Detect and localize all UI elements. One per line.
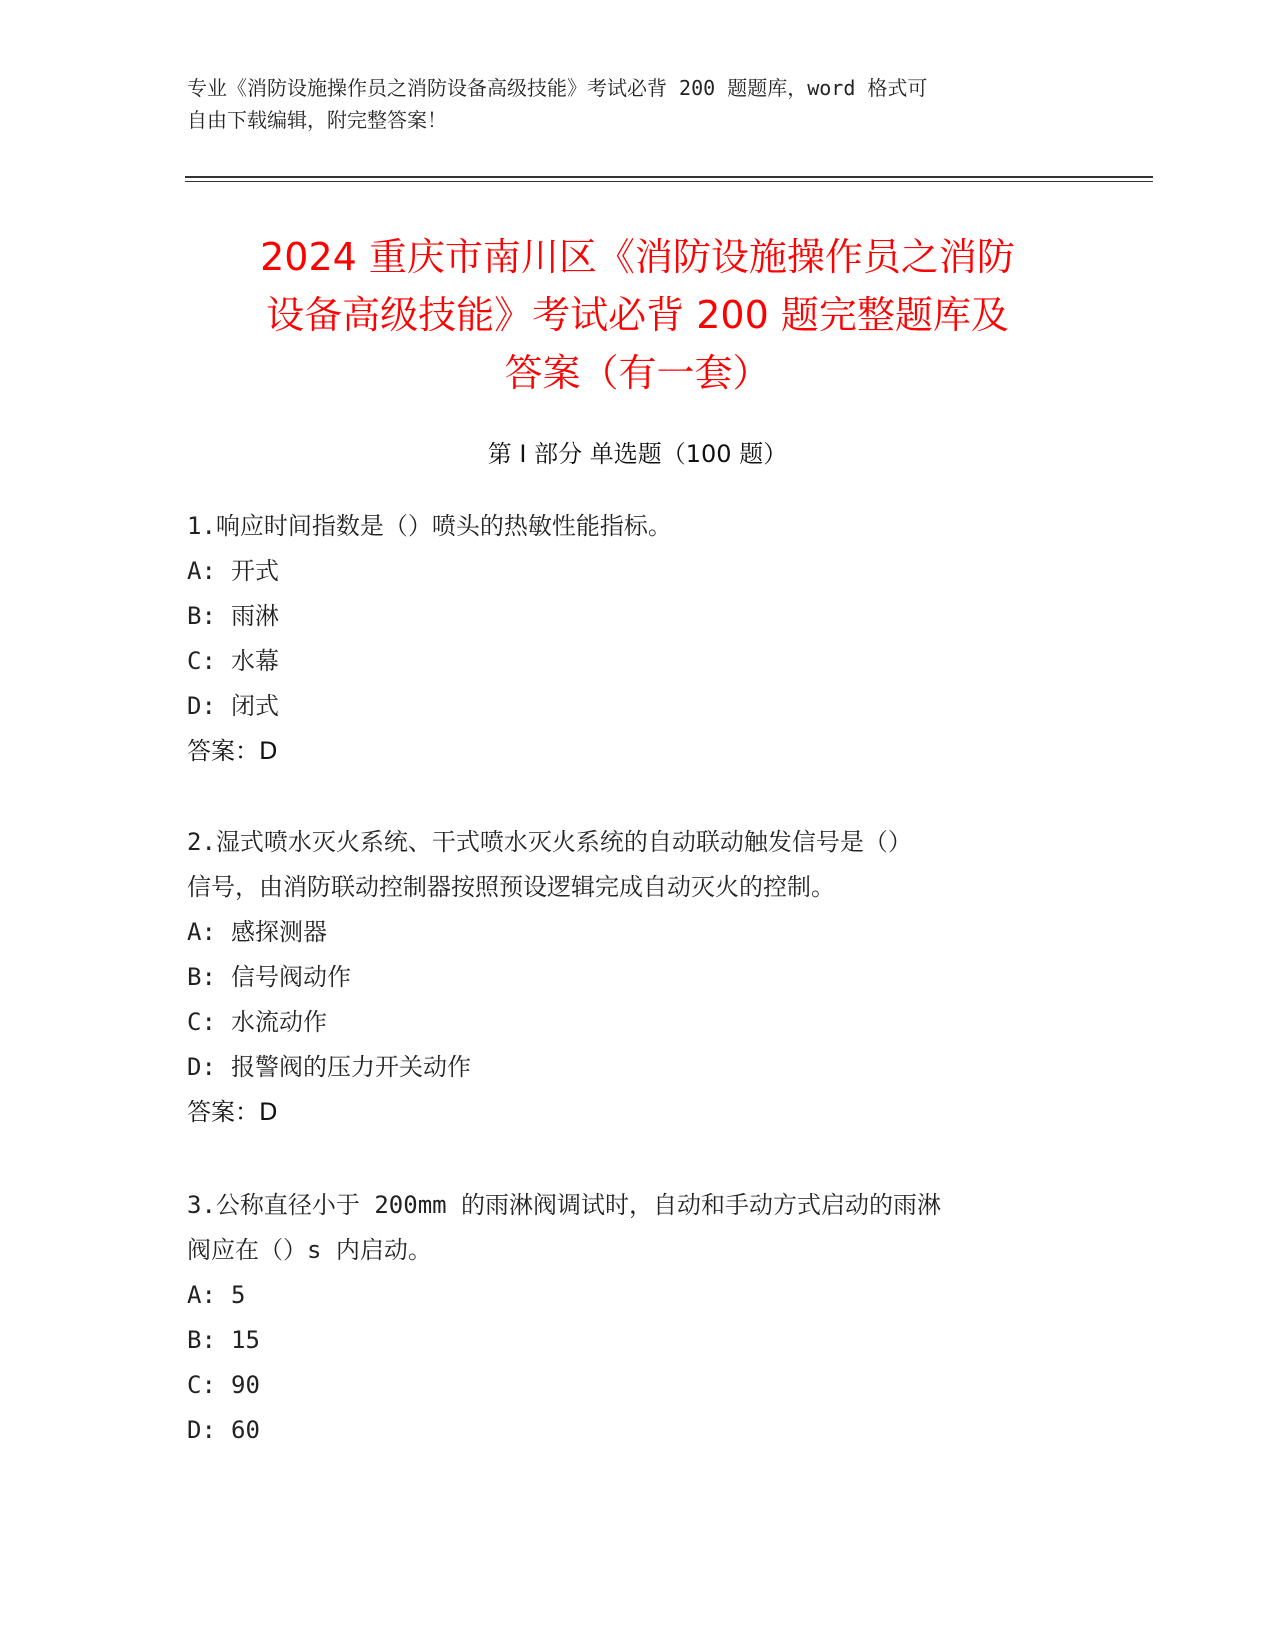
option-letter: C: [187, 647, 216, 675]
option-b [187, 1318, 1067, 1363]
option-text: 感探测器 [231, 918, 327, 946]
question-stem-line-2: 信号，由消防联动控制器按照预设逻辑完成自动灭火的控制。 [187, 873, 835, 901]
option-text: 闭式 [231, 692, 279, 720]
header-note [187, 72, 1067, 136]
option-text: 信号阀动作 [231, 963, 351, 991]
header-note-line-1: 专业《消防设施操作员之消防设备高级技能》考试必背 200 题题库，word 格式可 [187, 76, 928, 100]
document-title [150, 228, 1125, 402]
option-letter: B: [187, 963, 216, 991]
header-divider-thin [185, 181, 1153, 182]
option-text: 60 [231, 1416, 260, 1444]
option-c [187, 1000, 1067, 1045]
option-letter: C: [187, 1371, 216, 1399]
document-title-line-1: 2024 重庆市南川区《消防设施操作员之消防 [260, 235, 1015, 279]
option-text: 15 [231, 1326, 260, 1354]
option-a [187, 1273, 1067, 1318]
option-c [187, 639, 1067, 684]
answer-label: 答案：D [187, 1098, 278, 1126]
option-d [187, 1408, 1067, 1453]
option-a [187, 910, 1067, 955]
section-title: 第 I 部分 单选题（100 题） [487, 440, 788, 468]
option-text: 开式 [231, 557, 279, 585]
question-stem-line-2: 阀应在（）s 内启动。 [187, 1236, 432, 1264]
option-c [187, 1363, 1067, 1408]
option-letter: D: [187, 1416, 216, 1444]
question-2 [187, 820, 1067, 1135]
question-1 [187, 504, 1067, 774]
header-divider-thick [185, 176, 1153, 178]
option-text: 5 [231, 1281, 246, 1309]
option-text: 水幕 [231, 647, 279, 675]
option-b [187, 955, 1067, 1000]
option-letter: A: [187, 557, 216, 585]
option-text: 90 [231, 1371, 260, 1399]
option-b [187, 594, 1067, 639]
document-title-line-2: 设备高级技能》考试必背 200 题完整题库及 [266, 293, 1009, 337]
option-a [187, 549, 1067, 594]
option-letter: C: [187, 1008, 216, 1036]
option-text: 报警阀的压力开关动作 [231, 1053, 471, 1081]
option-letter: B: [187, 1326, 216, 1354]
option-text: 雨淋 [231, 602, 279, 630]
option-letter: A: [187, 1281, 216, 1309]
option-letter: B: [187, 602, 216, 630]
header-note-line-2: 自由下载编辑，附完整答案！ [187, 108, 447, 132]
question-stem: 1.响应时间指数是（）喷头的热敏性能指标。 [187, 512, 672, 540]
question-stem-line-1: 3.公称直径小于 200mm 的雨淋阀调试时，自动和手动方式启动的雨淋 [187, 1191, 942, 1219]
option-d [187, 1045, 1067, 1090]
question-stem-line-1: 2.湿式喷水灭火系统、干式喷水灭火系统的自动联动触发信号是（） [187, 828, 912, 856]
option-d [187, 684, 1067, 729]
option-letter: D: [187, 1053, 216, 1081]
question-3 [187, 1183, 1067, 1453]
answer-label: 答案：D [187, 737, 278, 765]
option-text: 水流动作 [231, 1008, 327, 1036]
option-letter: A: [187, 918, 216, 946]
option-letter: D: [187, 692, 216, 720]
document-title-line-3: 答案（有一套） [504, 351, 771, 395]
